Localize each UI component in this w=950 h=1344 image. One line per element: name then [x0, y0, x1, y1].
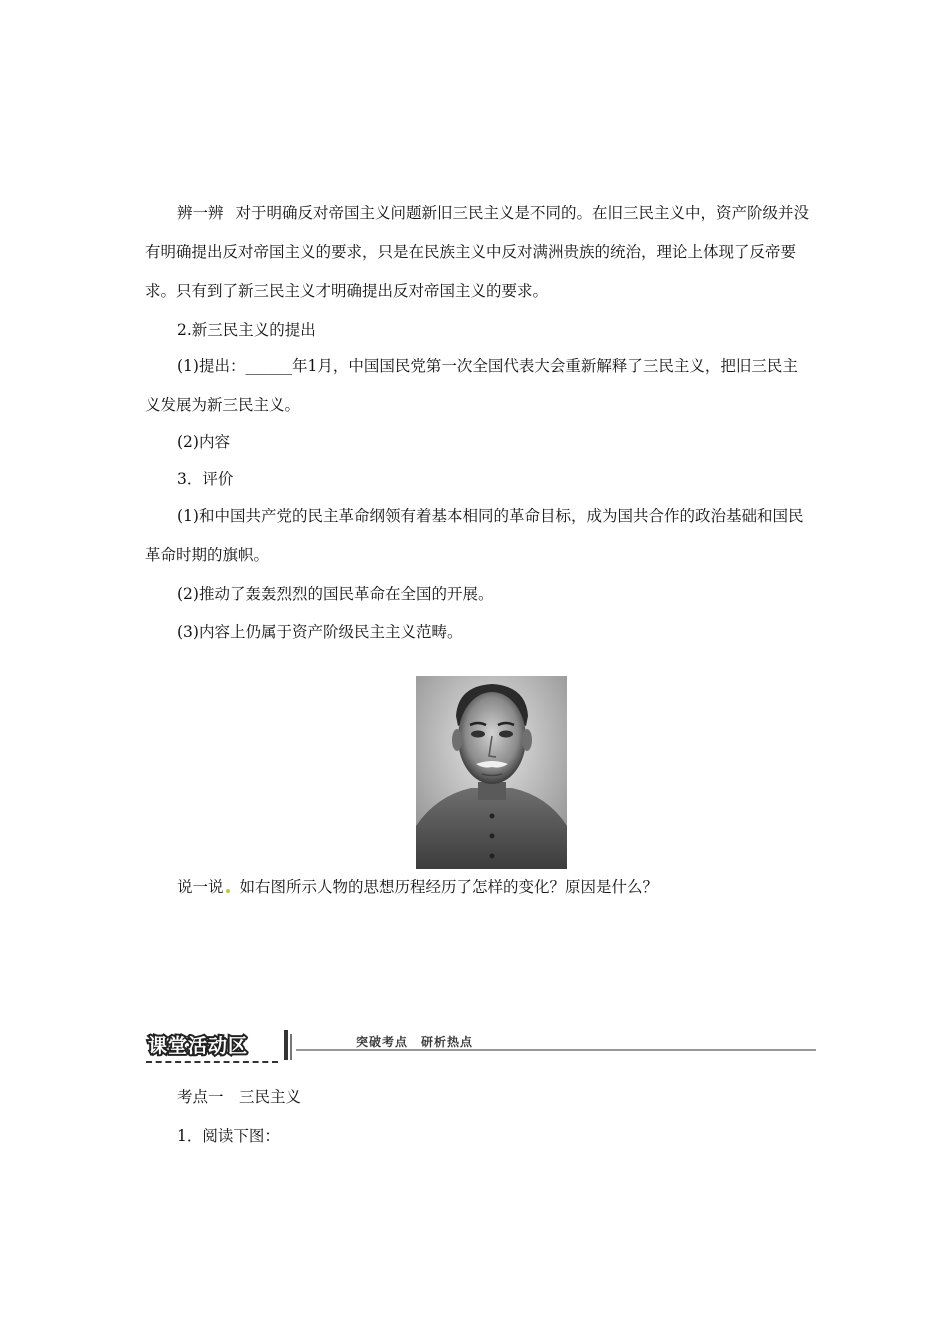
bianyibian-text: 对于明确反对帝国主义问题新旧三民主义是不同的。在旧三民主义中，资产阶级并没有明确提出反对帝国主义的要求，只是在民族主义中反对满洲贵族的统治，理论上体现了反帝要求。只有到了新三民主义才明确提出反对帝国主义的要求。 [145, 204, 810, 300]
banner-divider-bar-thin [290, 1034, 292, 1060]
evaluation-item-3: (3)内容上仍属于资产阶级民主主义范畴。 [177, 623, 463, 641]
banner-divider-bar [284, 1030, 288, 1060]
kaodian-heading: 考点一 三民主义 [177, 1088, 302, 1106]
shuoyishuo-paragraph [145, 868, 810, 907]
section-heading-2: 2.新三民主义的提出 [177, 321, 316, 339]
bianyibian-paragraph [145, 194, 810, 311]
banner-title: 课堂活动区 [148, 1035, 249, 1057]
shuoyishuo-text: 如右图所示人物的思想历程经历了怎样的变化？原因是什么？ [239, 878, 659, 896]
proposal-item: (1)提出：______年1月，中国国民党第一次全国代表大会重新解释了三民主义，把旧三民主义发展为新三民主义。 [145, 357, 798, 414]
bianyibian-label: 辨一辨 [177, 204, 224, 222]
evaluation-item-1: (1)和中国共产党的民主革命纲领有着基本相同的革命目标，成为国共合作的政治基础和国民革命时期的旗帜。 [145, 507, 804, 564]
section-heading-3: 3．评价 [177, 470, 234, 488]
bullet-dot-icon [226, 889, 230, 893]
section-banner [146, 1030, 816, 1066]
evaluation-item-2: (2)推动了轰轰烈烈的国民革命在全国的开展。 [177, 585, 494, 603]
banner-dash-underline [146, 1061, 278, 1063]
content-item: (2)内容 [177, 433, 230, 451]
portrait-photo [416, 676, 567, 869]
read-figure-item: 1．阅读下图： [177, 1127, 280, 1145]
shuoyishuo-label: 说一说 [177, 878, 224, 896]
banner-subtitle: 突破考点 研析热点 [356, 1035, 474, 1049]
